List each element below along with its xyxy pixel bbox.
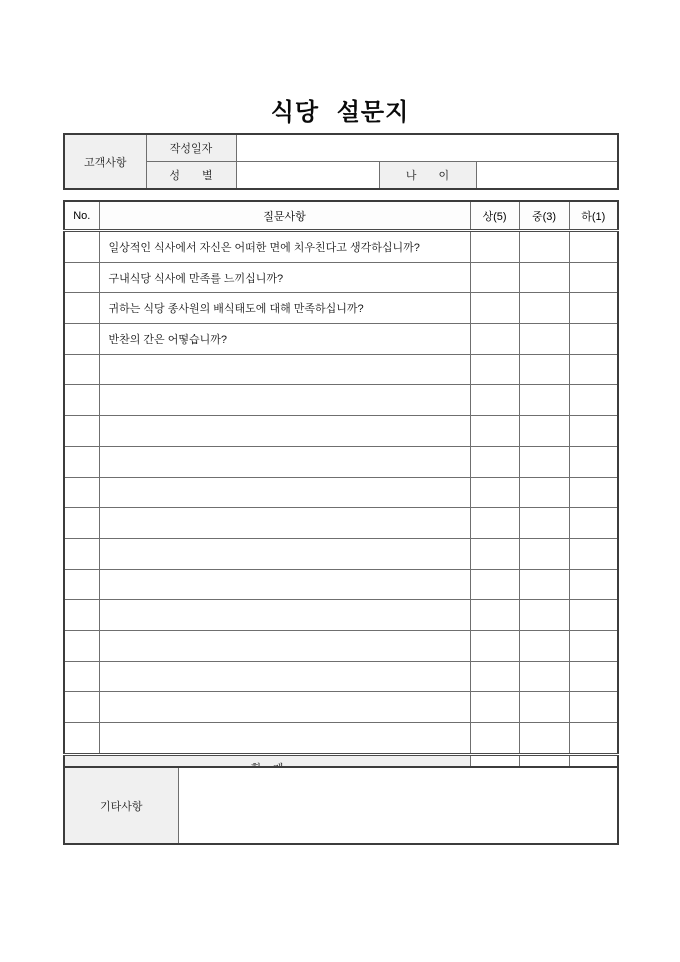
survey-row	[64, 538, 618, 569]
other-remarks-row	[64, 767, 618, 844]
row-low-cell[interactable]	[569, 354, 618, 385]
survey-row	[64, 231, 618, 263]
survey-row	[64, 354, 618, 385]
row-mid-cell[interactable]	[519, 569, 569, 600]
column-header-question: 질문사항	[99, 201, 470, 231]
row-question-cell[interactable]	[99, 508, 470, 539]
age-label: 나 이	[379, 162, 476, 190]
row-question-cell[interactable]	[99, 661, 470, 692]
survey-row	[64, 692, 618, 723]
survey-row	[64, 262, 618, 293]
row-low-cell[interactable]	[569, 538, 618, 569]
survey-row	[64, 293, 618, 324]
row-high-cell[interactable]	[470, 385, 519, 416]
row-high-cell[interactable]	[470, 508, 519, 539]
row-high-cell[interactable]	[470, 446, 519, 477]
row-question-cell: 귀하는 식당 종사원의 배식태도에 대해 만족하십니까?	[99, 293, 470, 324]
row-mid-cell[interactable]	[519, 692, 569, 723]
row-no-cell[interactable]	[64, 600, 99, 631]
row-high-cell[interactable]	[470, 293, 519, 324]
row-low-cell[interactable]	[569, 692, 618, 723]
row-mid-cell[interactable]	[519, 446, 569, 477]
row-question-cell[interactable]	[99, 538, 470, 569]
survey-row	[64, 630, 618, 661]
survey-row	[64, 385, 618, 416]
row-low-cell[interactable]	[569, 416, 618, 447]
row-question-cell[interactable]	[99, 569, 470, 600]
row-no-cell[interactable]	[64, 630, 99, 661]
row-mid-cell[interactable]	[519, 324, 569, 355]
row-no-cell[interactable]	[64, 231, 99, 263]
row-low-cell[interactable]	[569, 385, 618, 416]
survey-table	[63, 200, 619, 782]
row-no-cell[interactable]	[64, 354, 99, 385]
row-high-cell[interactable]	[470, 354, 519, 385]
row-low-cell[interactable]	[569, 723, 618, 755]
customer-info-table	[63, 133, 619, 190]
survey-row	[64, 324, 618, 355]
other-remarks-label: 기타사항	[64, 767, 178, 844]
column-header-mid: 중(3)	[519, 201, 569, 231]
row-high-cell[interactable]	[470, 630, 519, 661]
row-high-cell[interactable]	[470, 692, 519, 723]
survey-row	[64, 569, 618, 600]
row-question-cell[interactable]	[99, 354, 470, 385]
row-high-cell[interactable]	[470, 416, 519, 447]
survey-row	[64, 416, 618, 447]
row-high-cell[interactable]	[470, 477, 519, 508]
row-question-cell[interactable]	[99, 723, 470, 755]
row-question-cell: 일상적인 식사에서 자신은 어떠한 면에 치우친다고 생각하십니까?	[99, 231, 470, 263]
age-field[interactable]	[476, 162, 618, 190]
row-low-cell[interactable]	[569, 661, 618, 692]
row-mid-cell[interactable]	[519, 508, 569, 539]
survey-row	[64, 477, 618, 508]
customer-section-label: 고객사항	[64, 134, 146, 189]
survey-row	[64, 508, 618, 539]
row-low-cell[interactable]	[569, 231, 618, 263]
row-mid-cell[interactable]	[519, 477, 569, 508]
row-high-cell[interactable]	[470, 324, 519, 355]
row-no-cell[interactable]	[64, 661, 99, 692]
survey-row	[64, 600, 618, 631]
survey-row	[64, 446, 618, 477]
row-low-cell[interactable]	[569, 508, 618, 539]
gender-field[interactable]	[236, 162, 379, 190]
other-remarks-table	[63, 766, 619, 845]
row-low-cell[interactable]	[569, 293, 618, 324]
column-header-high: 상(5)	[470, 201, 519, 231]
row-no-cell[interactable]	[64, 723, 99, 755]
survey-table-body	[64, 231, 618, 755]
customer-info-row-2	[64, 162, 618, 190]
row-no-cell[interactable]	[64, 538, 99, 569]
row-mid-cell[interactable]	[519, 661, 569, 692]
row-mid-cell[interactable]	[519, 385, 569, 416]
row-mid-cell[interactable]	[519, 231, 569, 263]
row-question-cell[interactable]	[99, 630, 470, 661]
row-high-cell[interactable]	[470, 262, 519, 293]
gender-label: 성 별	[146, 162, 236, 190]
row-high-cell[interactable]	[470, 569, 519, 600]
row-low-cell[interactable]	[569, 477, 618, 508]
row-high-cell[interactable]	[470, 661, 519, 692]
row-low-cell[interactable]	[569, 324, 618, 355]
row-low-cell[interactable]	[569, 569, 618, 600]
survey-row	[64, 723, 618, 755]
other-remarks-field[interactable]	[178, 767, 618, 844]
survey-header-row	[64, 201, 618, 231]
row-mid-cell[interactable]	[519, 262, 569, 293]
survey-row	[64, 661, 618, 692]
date-written-label: 작성일자	[146, 134, 236, 162]
row-question-cell: 구내식당 식사에 만족를 느끼십니까?	[99, 262, 470, 293]
row-mid-cell[interactable]	[519, 416, 569, 447]
column-header-no: No.	[64, 201, 99, 231]
row-mid-cell[interactable]	[519, 354, 569, 385]
row-no-cell[interactable]	[64, 569, 99, 600]
row-no-cell[interactable]	[64, 446, 99, 477]
row-high-cell[interactable]	[470, 231, 519, 263]
row-mid-cell[interactable]	[519, 600, 569, 631]
row-no-cell[interactable]	[64, 293, 99, 324]
row-question-cell[interactable]	[99, 416, 470, 447]
customer-info-row-1	[64, 134, 618, 162]
row-mid-cell[interactable]	[519, 630, 569, 661]
row-mid-cell[interactable]	[519, 293, 569, 324]
column-header-low: 하(1)	[569, 201, 618, 231]
page-title: 식당 설문지	[270, 99, 410, 126]
row-mid-cell[interactable]	[519, 538, 569, 569]
row-no-cell[interactable]	[64, 692, 99, 723]
row-question-cell: 반찬의 간은 어떻습니까?	[99, 324, 470, 355]
row-question-cell[interactable]	[99, 692, 470, 723]
row-question-cell[interactable]	[99, 446, 470, 477]
row-no-cell[interactable]	[64, 416, 99, 447]
row-mid-cell[interactable]	[519, 723, 569, 755]
row-question-cell[interactable]	[99, 477, 470, 508]
row-high-cell[interactable]	[470, 538, 519, 569]
row-low-cell[interactable]	[569, 630, 618, 661]
date-written-field[interactable]	[236, 134, 618, 162]
row-question-cell[interactable]	[99, 600, 470, 631]
row-question-cell[interactable]	[99, 385, 470, 416]
row-no-cell[interactable]	[64, 262, 99, 293]
row-low-cell[interactable]	[569, 600, 618, 631]
row-no-cell[interactable]	[64, 324, 99, 355]
row-no-cell[interactable]	[64, 477, 99, 508]
row-no-cell[interactable]	[64, 385, 99, 416]
row-high-cell[interactable]	[470, 600, 519, 631]
row-no-cell[interactable]	[64, 508, 99, 539]
row-high-cell[interactable]	[470, 723, 519, 755]
row-low-cell[interactable]	[569, 262, 618, 293]
row-low-cell[interactable]	[569, 446, 618, 477]
